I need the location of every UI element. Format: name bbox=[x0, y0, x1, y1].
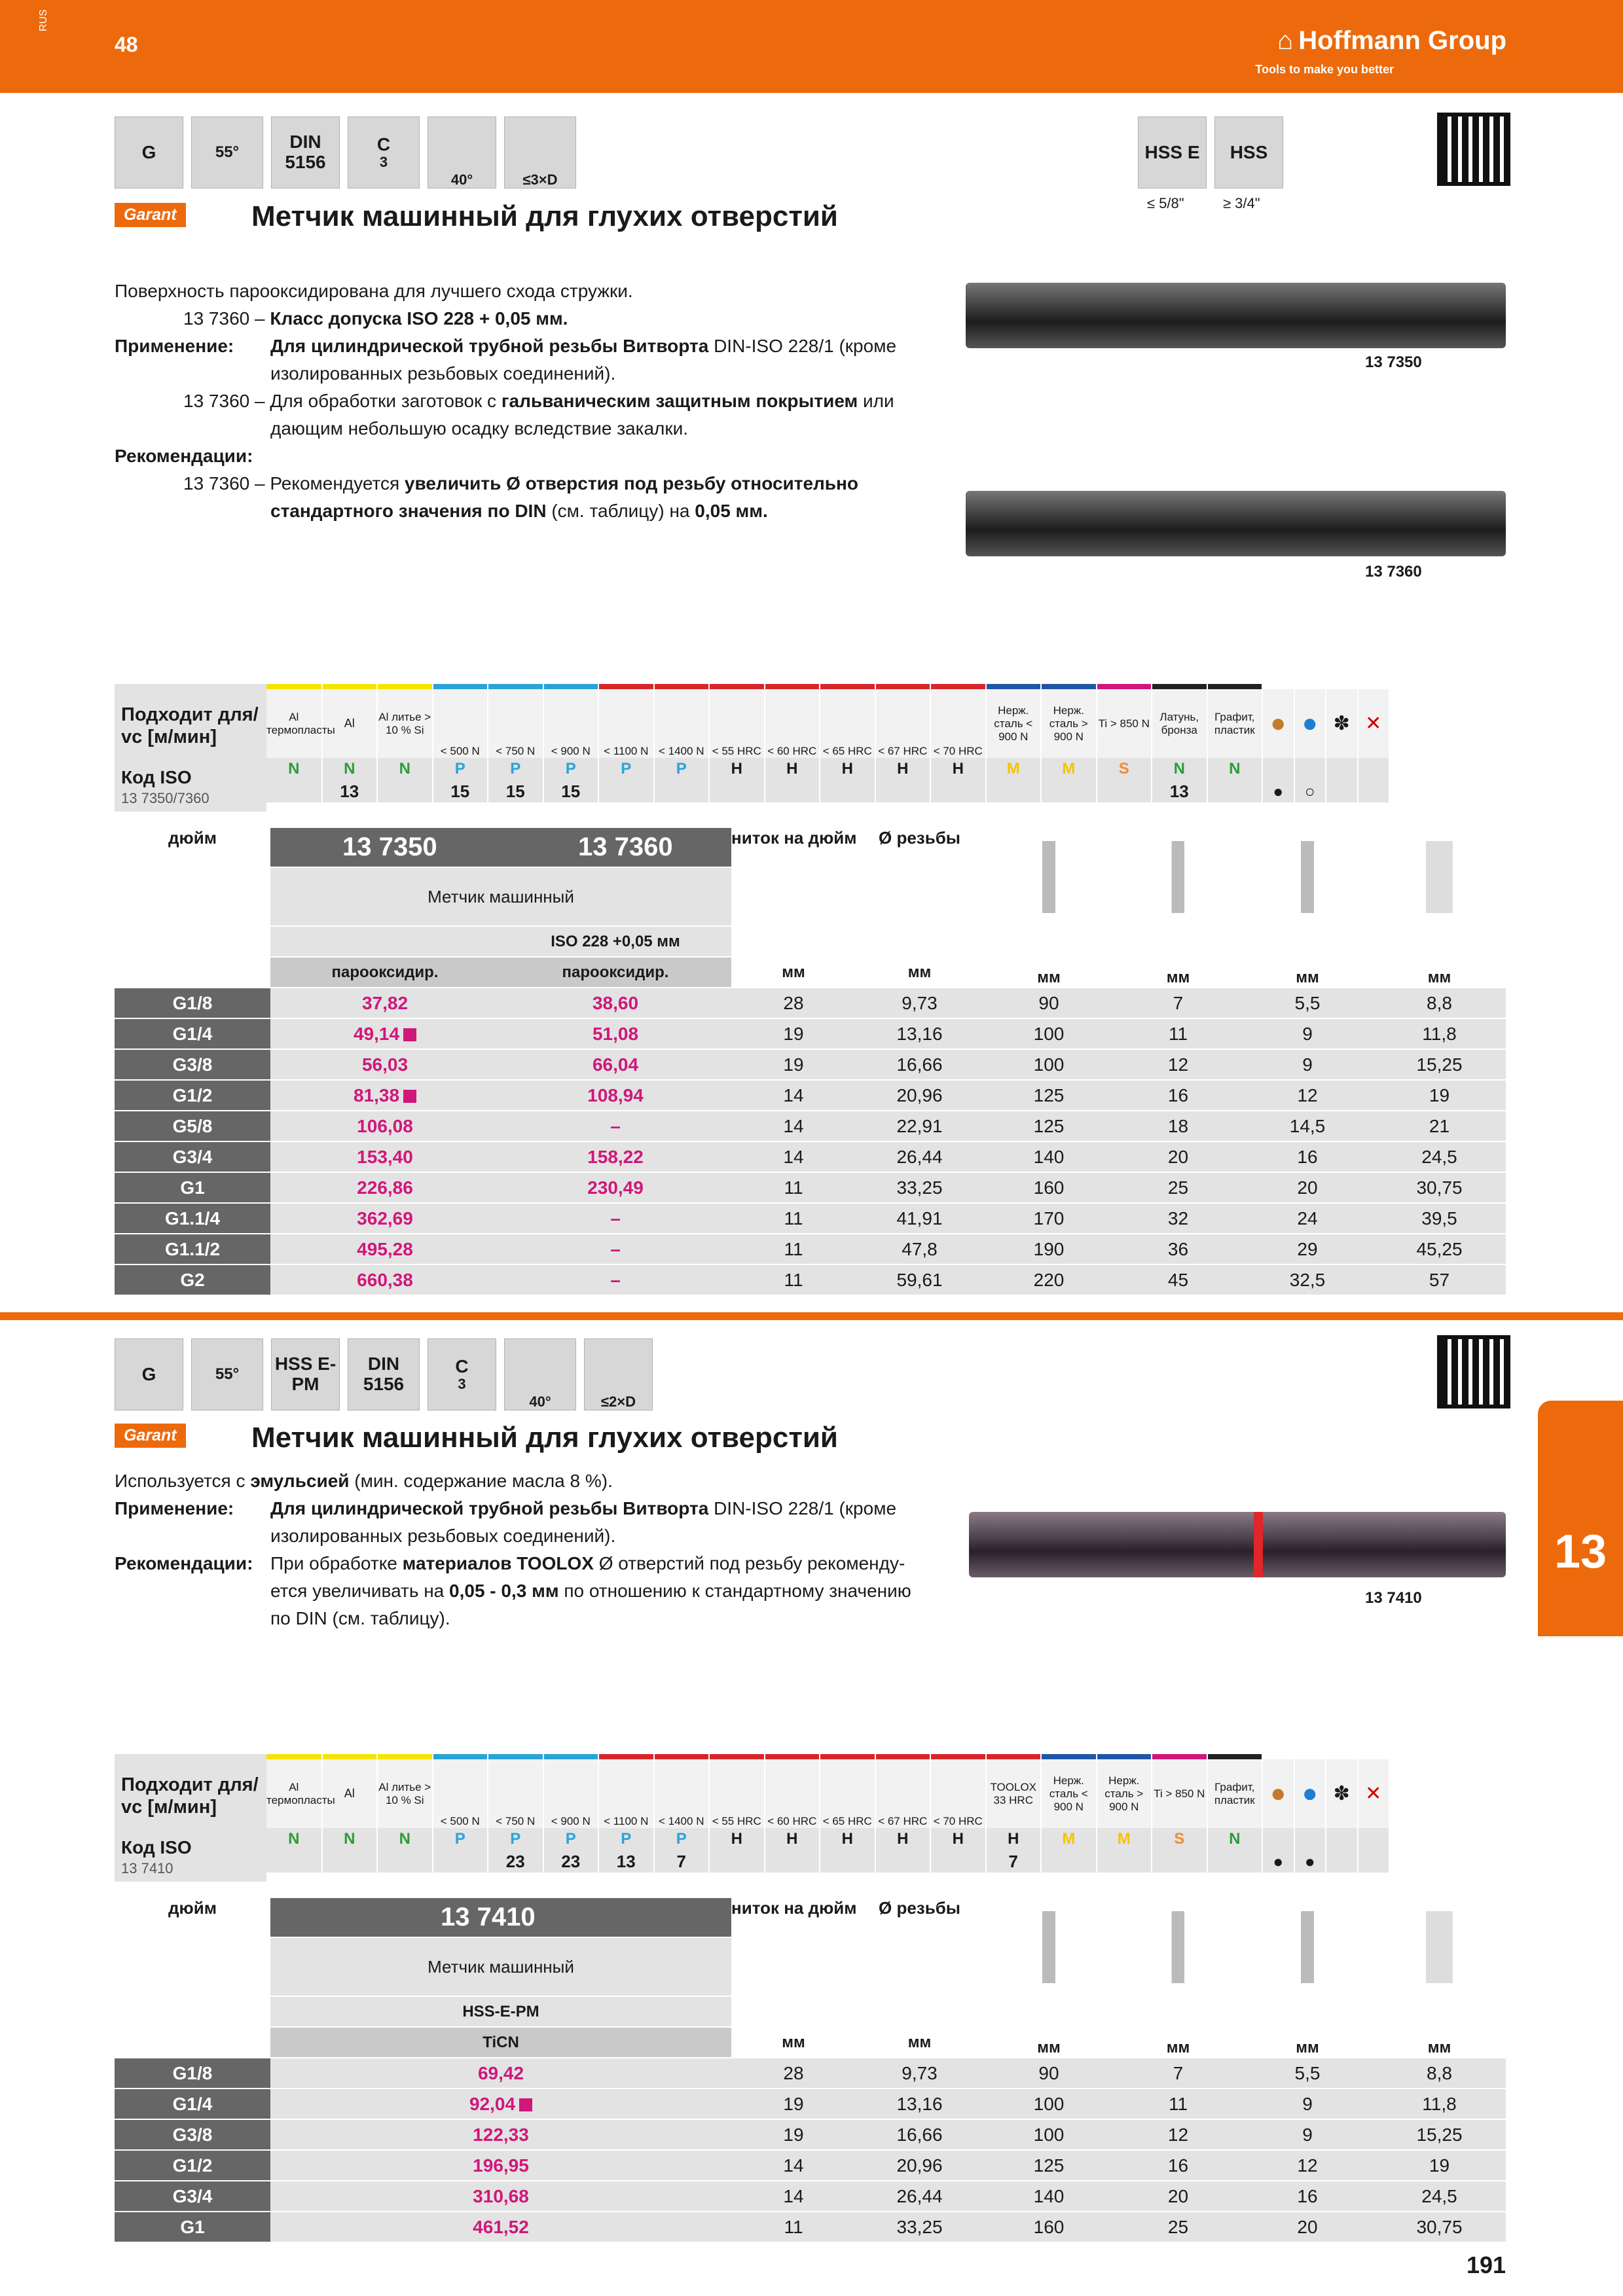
thread-length-icon: мм bbox=[1114, 828, 1242, 988]
section1-title: Метчик машинный для глухих отверстий bbox=[251, 200, 838, 232]
total-length-icon: мм bbox=[983, 1898, 1114, 2058]
thread-type-icon: G bbox=[115, 1338, 183, 1410]
helix-angle-icon: 40° bbox=[504, 1338, 576, 1410]
tool-ring bbox=[1254, 1512, 1263, 1577]
brand-logo: ⌂ Hoffmann Group bbox=[1277, 26, 1506, 55]
chapter-tab[interactable]: 13 bbox=[1538, 1401, 1623, 1636]
row-label: 13 7350/7360 bbox=[121, 790, 210, 806]
thread-angle-icon: 55° bbox=[191, 1338, 263, 1410]
table-row: G1/8 69,42 28 9,73 90 7 5,5 8,8 bbox=[115, 2058, 1506, 2089]
thread-length-icon: мм bbox=[1114, 1898, 1242, 2058]
table-row: G2 660,38 – 11 59,61 220 45 32,5 57 bbox=[115, 1265, 1506, 1295]
product-table-1: дюйм 13 7350 13 7360 ниток на дюйм Ø резьбы мм мм мм мм Метчик машинный ISO 228 +0,05 мм пароoксидир. пароoксидир. мм мм G1/8 37,82 38,60 28 9,73 90 7 5,5 8,8 G1/4 49,14 51,08 19 13,16 100 11 9 11,8 G3/8 56,03 66,04 19 16,66 100 12 9 15,25 G1/2 81,38 108,94 14 20,96 125 16 12 19 G5/8 106,08 – 14 22,91 125 18 14,5 21 G3/4 153,40 158,22 14 26,44 140 20 16 24,5 G1 226,86 230,49 11 33,25 160 25 20 30,75 G1.1/4 362,69 – 11 41,91 170 32 24 39,5 G1.1/2 495,28 – 11 47,8 190 36 29 45,25 G2 660,38 – 11 59,61 220 45 32,5 57 bbox=[115, 828, 1506, 1296]
hole-icon: мм bbox=[1373, 828, 1506, 988]
table-row: G5/8 106,08 – 14 22,91 125 18 14,5 21 bbox=[115, 1111, 1506, 1141]
depth-icon: ≤2×D bbox=[584, 1338, 653, 1410]
table-row: G1 461,52 11 33,25 160 25 20 30,75 bbox=[115, 2212, 1506, 2242]
shank-icon: мм bbox=[1242, 828, 1373, 988]
side-label: RUS bbox=[38, 9, 49, 31]
helix-angle-icon: 40° bbox=[428, 117, 496, 188]
tool-image-13-7360 bbox=[966, 491, 1506, 556]
table-row: G1.1/4 362,69 – 11 41,91 170 32 24 39,5 bbox=[115, 1203, 1506, 1234]
water-drop-icon: ● bbox=[1294, 1759, 1326, 1828]
emulsion-icon: ✽ bbox=[1326, 1759, 1358, 1828]
table-row: G1/8 37,82 38,60 28 9,73 90 7 5,5 8,8 bbox=[115, 988, 1506, 1018]
qr-code[interactable] bbox=[1437, 1335, 1510, 1408]
oil-drop-icon: ● bbox=[1262, 1759, 1294, 1828]
iso-label: Код ISO bbox=[121, 1837, 192, 1857]
emulsion-icon: ✽ bbox=[1326, 689, 1358, 758]
page-number: 48 bbox=[115, 33, 138, 56]
section1-description: Поверхность пароoксидирована для лучшего схода стружки. 13 7360 – Класс допуска ISO 228 + 0,05 мм. Применение: Для цилиндрической трубной резьбы Витворта DIN-ISO 228/1 (кроме изолированных резьбовых соединений). 13 7360 – Для обработки заготовок с гальваническим защитным покрытием или дающим небольшую осадку вследствие закалки. Рекомендации: 13 7360 – Рекомендуется увеличить Ø отверстия под резьбу относительно стандартного значения по DIN (см. таблицу) на 0,05 мм. bbox=[115, 281, 897, 521]
table-row: G3/4 153,40 158,22 14 26,44 140 20 16 24,5 bbox=[115, 1141, 1506, 1172]
col-code: 13 7410 bbox=[270, 1898, 731, 1937]
tool-code-label: 13 7410 bbox=[1365, 1589, 1422, 1607]
thread-type-icon: G bbox=[115, 117, 183, 188]
table-2-body bbox=[115, 2058, 1506, 2242]
table-row: G3/4 310,68 14 26,44 140 20 16 24,5 bbox=[115, 2181, 1506, 2212]
dry-icon: ✕ bbox=[1358, 1759, 1390, 1828]
tool-image-13-7410 bbox=[969, 1512, 1506, 1577]
table-row: G1 226,86 230,49 11 33,25 160 25 20 30,75 bbox=[115, 1172, 1506, 1203]
table-row: G1/4 49,14 51,08 19 13,16 100 11 9 11,8 bbox=[115, 1018, 1506, 1049]
qr-code[interactable] bbox=[1437, 113, 1510, 186]
table-row: G1.1/2 495,28 – 11 47,8 190 36 29 45,25 bbox=[115, 1234, 1506, 1265]
tool-image-13-7350 bbox=[966, 283, 1506, 348]
suit-head: Подходит для/ vc [м/мин] bbox=[121, 1774, 259, 1818]
suitability-table-1 bbox=[115, 684, 1506, 812]
section-separator bbox=[0, 1312, 1623, 1320]
table-row: G1/2 81,38 108,94 14 20,96 125 16 12 19 bbox=[115, 1080, 1506, 1111]
table-row: G3/8 56,03 66,04 19 16,66 100 12 9 15,25 bbox=[115, 1049, 1506, 1080]
stock-square-icon bbox=[403, 1090, 416, 1103]
suit-grid: Al термопласты Al Al литье > 10 % Si < 500 N < 750 N < 900 N < 1100 N < 1400 N < 55 HRC < 60 HRC < 65 HRC < 67 HRC < 70 HRC TOOLOX 33 HRC Нерж. сталь < 900 N Нерж. сталь > 900 N Ti > 850 N Графит, пластик ● ● ✽ ✕ N N N P P P P P H H H H H H M M S N 23 23 13 7 7 ● ● bbox=[266, 1754, 1390, 1873]
depth-icon: ≤3×D bbox=[504, 117, 576, 188]
chamfer-form-icon: C 3 bbox=[428, 1338, 496, 1410]
logo-icon: ⌂ bbox=[1277, 26, 1294, 55]
stock-square-icon bbox=[403, 1028, 416, 1041]
table-row: G1/2 196,95 14 20,96 125 16 12 19 bbox=[115, 2150, 1506, 2181]
footer-page-number: 191 bbox=[1467, 2251, 1506, 2278]
suit-head: Подходит для/ vc [м/мин] bbox=[121, 704, 259, 747]
material-note-2: ≥ 3/4" bbox=[1223, 195, 1260, 211]
tool-code-label: 13 7360 bbox=[1365, 563, 1422, 581]
suitability-table-2 bbox=[115, 1754, 1506, 1882]
suit-grid: Al термопласты Al Al литье > 10 % Si < 500 N < 750 N < 900 N < 1100 N < 1400 N < 55 HRC < 60 HRC < 65 HRC < 67 HRC < 70 HRC Нерж. сталь < 900 N Нерж. сталь > 900 N Ti > 850 N Латунь, бронза Графит, пластик ● ● ✽ ✕ N N N P P P P P H H H H H M M S N N 13 15 15 15 13 ● ○ bbox=[266, 684, 1390, 802]
chamfer-form-icon: C 3 bbox=[348, 117, 420, 188]
material-hsse-badge: HSS E bbox=[1138, 117, 1207, 188]
tool-code-label: 13 7350 bbox=[1365, 353, 1422, 371]
brand-tagline: Tools to make you better bbox=[1255, 63, 1394, 76]
table-row: G3/8 122,33 19 16,66 100 12 9 15,25 bbox=[115, 2119, 1506, 2150]
total-length-icon: мм bbox=[983, 828, 1114, 988]
din-standard-icon: DIN 5156 bbox=[348, 1338, 420, 1410]
stock-square-icon bbox=[519, 2098, 532, 2111]
table-row: G1/4 92,04 19 13,16 100 11 9 11,8 bbox=[115, 2089, 1506, 2119]
section2-description: Используется с эмульсией (мин. содержание масла 8 %). Применение: Для цилиндрической трубной резьбы Витворта DIN-ISO 228/1 (кроме изолированных резьбовых соединений). Рекомендации: При обработке материалов TOOLOX Ø отверстий под резьбу рекоменду- ется увеличивать на 0,05 - 0,3 мм по отношению к стандартному значению по DIN (см. таблицу). bbox=[115, 1471, 911, 1628]
col-code-1: 13 7350 bbox=[270, 828, 500, 867]
material-note-1: ≤ 5/8" bbox=[1147, 195, 1184, 211]
section2-title: Метчик машинный для глухих отверстий bbox=[251, 1422, 838, 1454]
col-code-2: 13 7360 bbox=[500, 828, 731, 867]
material-hss-badge: HSS bbox=[1214, 117, 1283, 188]
iso-label: Код ISO bbox=[121, 767, 192, 787]
table-1-body bbox=[115, 988, 1506, 1295]
material-icon: HSS E-PM bbox=[271, 1338, 340, 1410]
shank-icon: мм bbox=[1242, 1898, 1373, 2058]
thread-angle-icon: 55° bbox=[191, 117, 263, 188]
water-drop-icon: ● bbox=[1294, 689, 1326, 758]
oil-drop-icon: ● bbox=[1262, 689, 1294, 758]
product-table-2: дюйм 13 7410 ниток на дюйм Ø резьбы мм мм мм мм Метчик машинный HSS-E-PM TiCN мм мм G1/8 69,42 28 9,73 90 7 5,5 8,8 G1/4 92,04 19 13,16 100 11 9 11,8 G3/8 122,33 19 16,66 100 12 9 15,25 G1/2 196,95 14 20,96 125 16 12 19 G3/4 310,68 14 26,44 140 20 16 24,5 G1 461,52 11 33,25 160 25 20 30,75 bbox=[115, 1898, 1506, 2243]
dry-icon: ✕ bbox=[1358, 689, 1390, 758]
garant-logo: Garant bbox=[115, 1424, 186, 1448]
garant-logo: Garant bbox=[115, 203, 186, 227]
din-standard-icon: DIN 5156 bbox=[271, 117, 340, 188]
row-label: 13 7410 bbox=[121, 1860, 173, 1876]
hole-icon: мм bbox=[1373, 1898, 1506, 2058]
